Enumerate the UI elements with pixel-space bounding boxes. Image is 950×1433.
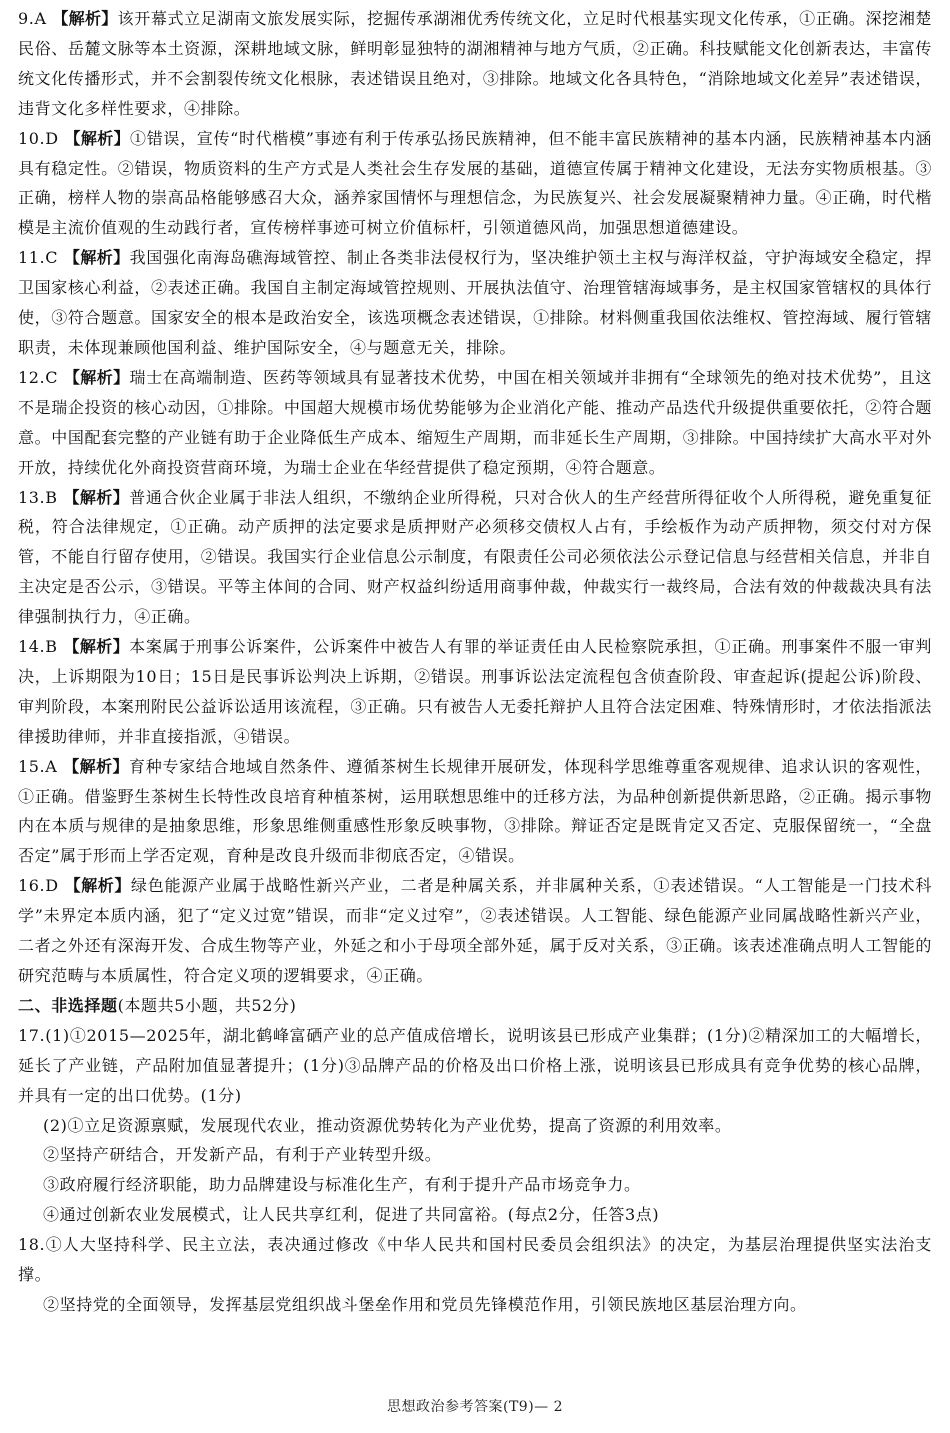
item-number: 9.A — [18, 9, 47, 28]
item-number: 10.D — [18, 128, 59, 148]
answer-item-9 — [18, 4, 932, 124]
item-number: 13.B — [18, 487, 58, 507]
answer-item-10 — [18, 124, 932, 244]
section-heading — [18, 991, 932, 1021]
q18-point2: ②坚持党的全面领导，发挥基层党组织战斗堡垒作用和党员先锋模范作用，引领民族地区基层治理方向。 — [43, 1294, 807, 1314]
analysis-tag: 【解析】 — [63, 756, 129, 776]
q17-part2-point1: (2)①立足资源禀赋，发展现代农业，推动资源优势转化为产业优势，提高了资源的利用效率。 — [43, 1115, 732, 1135]
answer-item-17 — [18, 1021, 932, 1230]
answer-text: 本案属于刑事公诉案件，公诉案件中被告人有罪的举证责任由人民检察院承担，①正确。刑事案件不服一审判决，上诉期限为10日；15日是民事诉讼判决上诉期，②错误。刑事诉讼法定流程包含侦查阶段、审查起诉(提起公诉)阶段、审判阶段，本案刑附民公益诉讼适用该流程，③正确。只有被告人无委托辩护人且符合法定困难、特殊情形时，才依法指派法律援助律师，并非直接指派，④错误。 — [18, 637, 933, 746]
answer-text: 我国强化南海岛礁海域管控、制止各类非法侵权行为，坚决维护领土主权与海洋权益，守护海域安全稳定，捍卫国家核心利益，②表述正确。我国自主制定海域管控规则、开展执法值守、治理管辖海域事务，是主权国家管辖权的具体行使，③符合题意。国家安全的根本是政治安全，该选项概念表述错误，①排除。材料侧重我国依法维权、管控海域、履行管辖职责，未体现兼顾他国利益、维护国际安全，④与题意无关，排除。 — [18, 248, 933, 357]
page-footer: 思想政治参考答案(T9)— 2 — [386, 1399, 564, 1415]
answer-text: (1)①2015—2025年，湖北鹤峰富硒产业的总产值成倍增长，说明该县已形成产业集群；(1分)②精深加工的大幅增长，延长了产业链，产品附加值显著提升；(1分)③品牌产品的价格及出口价格上涨，说明该县已形成具有竞争优势的核心品牌，并具有一定的出口优势。(1分) — [18, 1025, 932, 1105]
answer-item-13 — [18, 483, 932, 633]
answer-text: 育种专家结合地域自然条件、遵循茶树生长规律开展研发，体现科学思维尊重客观规律、追求认识的客观性，①正确。借鉴野生茶树生长特性改良培育种植茶树，运用联想思维中的迁移方法，为品种创新提供新思路，②正确。揭示事物内在本质与规律的是抽象思维，形象思维侧重感性形象反映事物，③排除。辩证否定是既肯定又否定、克服保留统一，“全盘否定”属于形而上学否定观，育种是改良升级而非彻底否定，④错误。 — [18, 756, 932, 866]
item-number: 18. — [18, 1235, 46, 1255]
q17-part2-point2: ②坚持产研结合，开发新产品，有利于产业转型升级。 — [43, 1145, 442, 1165]
item-number: 14.B — [18, 637, 58, 657]
q17-part1 — [18, 1021, 932, 1111]
answer-text: ①人大坚持科学、民主立法，表决通过修改《中华人民共和国村民委员会组织法》的决定，为基层治理提供坚实法治支撑。 — [18, 1235, 932, 1285]
analysis-tag: 【解析】 — [63, 487, 130, 507]
answer-item-18 — [18, 1230, 932, 1320]
section-note: (本题共5小题，共52分) — [117, 995, 297, 1015]
item-number: 12.C — [18, 367, 59, 387]
item-number: 16.D — [18, 876, 59, 896]
analysis-tag: 【解析】 — [52, 9, 118, 28]
answer-item-16 — [18, 871, 932, 991]
analysis-tag: 【解析】 — [63, 637, 130, 657]
answer-item-15 — [18, 752, 932, 872]
answer-text: ①错误，宣传“时代楷模”事迹有利于传承弘扬民族精神，但不能丰富民族精神的基本内涵，民族精神基本内涵具有稳定性。②错误，物质资料的生产方式是人类社会生存发展的基础，道德宣传属于精神文化建设，无法夯实物质根基。③正确，榜样人物的崇高品格能够感召大众，涵养家国情怀与理想信念，为民族复兴、社会发展凝聚精神力量。④正确，时代楷模是主流价值观的生动践行者，宣传榜样事迹可树立价值标杆，引领道德风尚，加强思想道德建设。 — [18, 128, 933, 238]
answer-item-14 — [18, 632, 932, 752]
item-number: 15.A — [18, 756, 58, 776]
analysis-tag: 【解析】 — [64, 128, 131, 148]
answer-text: 该开幕式立足湖南文旅发展实际，挖掘传承湖湘优秀传统文化，立足时代根基实现文化传承，①正确。深挖湘楚民俗、岳麓文脉等本土资源，深耕地域文脉，鲜明彰显独特的湖湘精神与地方气质，②正确。科技赋能文化创新表达，丰富传统文化传播形式，并不会割裂传统文化根脉，表述错误且绝对，③排除。地域文化各具特色，“消除地域文化差异”表述错误，违背文化多样性要求，④排除。 — [18, 9, 933, 118]
answer-item-12 — [18, 363, 932, 483]
analysis-tag: 【解析】 — [63, 248, 130, 268]
section-title: 二、非选择题 — [18, 995, 118, 1015]
answer-text: 普通合伙企业属于非法人组织，不缴纳企业所得税，只对合伙人的生产经营所得征收个人所得税，避免重复征税，符合法律规定，①正确。动产质押的法定要求是质押财产必须移交债权人占有，手绘板作为动产质押物，须交付对方保管，不能自行留存使用，②错误。我国实行企业信息公示制度，有限责任公司必须依法公示登记信息与经营相关信息，并非自主决定是否公示，③错误。平等主体间的合同、财产权益纠纷适用商事仲裁，仲裁实行一裁终局，合法有效的仲裁裁决具有法律强制执行力，④正确。 — [18, 487, 933, 627]
q17-part2-point4: ④通过创新农业发展模式，让人民共享红利，促进了共同富裕。(每点2分，任答3点) — [43, 1205, 660, 1225]
item-number: 17. — [18, 1025, 46, 1045]
analysis-tag: 【解析】 — [64, 876, 131, 896]
answer-item-11 — [18, 243, 932, 363]
analysis-tag: 【解析】 — [63, 367, 130, 387]
answer-body — [18, 4, 932, 1320]
q18-point1 — [18, 1230, 932, 1290]
answer-text: 瑞士在高端制造、医药等领域具有显著技术优势，中国在相关领域并非拥有“全球领先的绝对技术优势”，且这不是瑞企投资的核心动因，①排除。中国超大规模市场优势能够为企业消化产能、推动产品迭代升级提供重要依托，②符合题意。中国配套完整的产业链有助于企业降低生产成本、缩短生产周期，而非延长生产周期，③排除。中国持续扩大高水平对外开放，持续优化外商投资营商环境，为瑞士企业在华经营提供了稳定预期，④符合题意。 — [18, 367, 933, 477]
answer-text: 绿色能源产业属于战略性新兴产业，二者是种属关系，并非属种关系，①表述错误。“人工智能是一门技术科学”未界定本质内涵，犯了“定义过宽”错误，而非“定义过窄”，②表述错误。人工智能、绿色能源产业同属战略性新兴产业，二者之外还有深海开发、合成生物等产业，外延之和小于母项全部外延，属于反对关系，③正确。该表述准确点明人工智能的研究范畴与本质属性，符合定义项的逻辑要求，④正确。 — [18, 876, 933, 985]
q17-part2-point3: ③政府履行经济职能，助力品牌建设与标准化生产，有利于提升产品市场竞争力。 — [43, 1175, 641, 1195]
item-number: 11.C — [18, 248, 59, 268]
